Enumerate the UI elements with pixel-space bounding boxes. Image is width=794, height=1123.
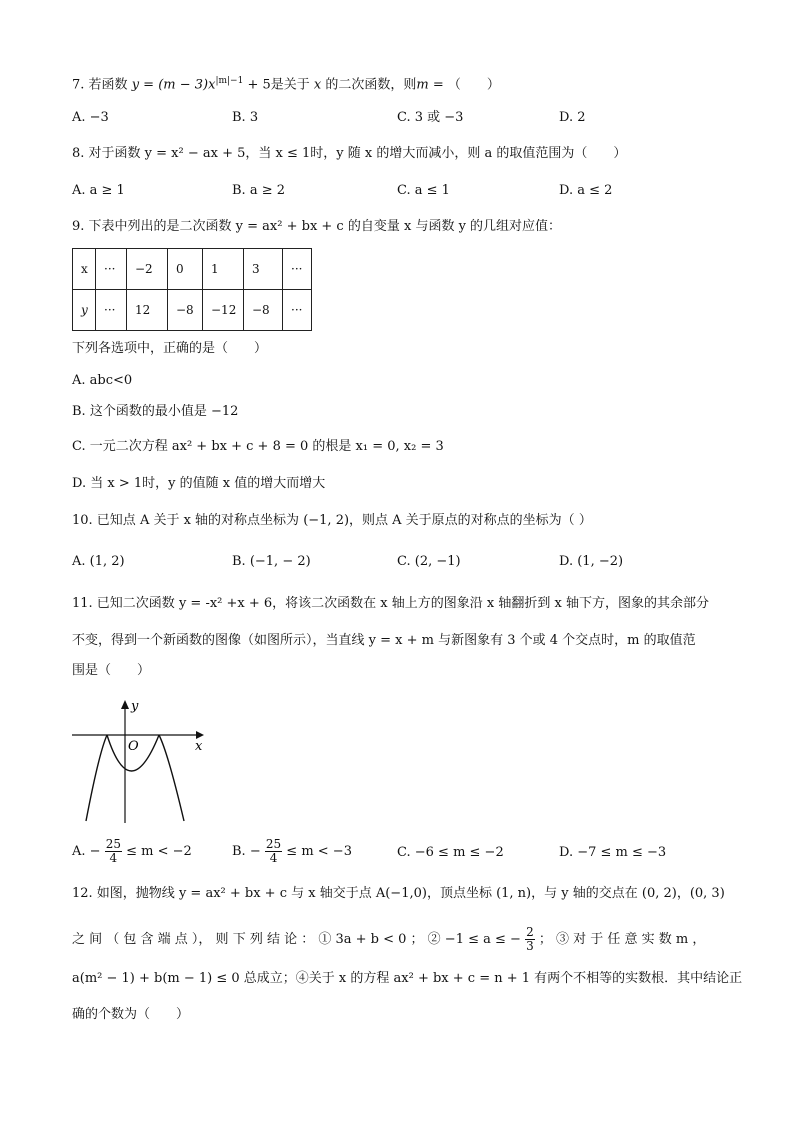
fraction: $\frac{25}{4}$ <box>105 837 121 865</box>
q10-option-a[interactable]: A. (1, 2) <box>72 554 125 569</box>
q9-option-b[interactable]: B. 这个函数的最小值是 −12 <box>72 404 239 419</box>
question-10-options <box>72 551 722 573</box>
q11-option-d[interactable]: D. −7 ≤ m ≤ −3 <box>559 845 667 860</box>
question-8-options <box>72 180 722 202</box>
q11-option-b[interactable]: B. − $\frac{25}{4}$ ≤ m < −3 <box>232 837 352 865</box>
question-12-line-2: 之 间 （ 包 含 端 点 ）， 则 下 列 结 论 ： ① 3a + b < 0 ； ② −1 ≤ a ≤ − $\frac{2}{3}$ ； ③ 对 于 任 意 实 数 m ， <box>72 925 706 953</box>
table-cell: −8 <box>168 290 203 331</box>
table-cell: y <box>73 290 96 331</box>
fraction: $\frac{2}{3}$ <box>526 925 534 953</box>
table-row <box>73 249 312 290</box>
q10-option-b[interactable]: B. (−1, − 2) <box>232 554 311 569</box>
table-cell: −8 <box>244 290 283 331</box>
q8-option-b[interactable]: B. a ≥ 2 <box>232 183 285 198</box>
q10-option-c[interactable]: C. (2, −1) <box>397 554 461 569</box>
fraction: $\frac{25}{4}$ <box>265 837 282 865</box>
q7-option-c[interactable]: C. 3 或 −3 <box>397 110 464 125</box>
q11-option-c[interactable]: C. −6 ≤ m ≤ −2 <box>397 845 504 860</box>
q8-option-d[interactable]: D. a ≤ 2 <box>559 183 613 198</box>
question-8-stem: 8. 对于函数 y = x² − ax + 5，当 x ≤ 1时，y 随 x 的增大而减小，则 a 的取值范围为（ ） <box>72 146 627 161</box>
question-9-stem: 9. 下表中列出的是二次函数 y = ax² + bx + c 的自变量 x 与函数 y 的几组对应值： <box>72 219 562 234</box>
q7-option-d[interactable]: D. 2 <box>559 110 586 125</box>
q11-option-a[interactable]: A. − $\frac{25}{4}$ ≤ m < −2 <box>72 837 192 865</box>
table-row <box>73 290 312 331</box>
q9-option-c[interactable]: C. 一元二次方程 ax² + bx + c + 8 = 0 的根是 x₁ = 0, x₂ = 3 <box>72 439 444 454</box>
table-cell: ··· <box>96 249 127 290</box>
question-12-line-1: 12. 如图，抛物线 y = ax² + bx + c 与 x 轴交于点 A(−1,0)，顶点坐标 (1, n)，与 y 轴的交点在 (0, 2)，(0, 3) <box>72 886 725 901</box>
q8-option-c[interactable]: C. a ≤ 1 <box>397 183 450 198</box>
table-cell: 0 <box>168 249 203 290</box>
question-11-line-2: 不变，得到一个新函数的图像（如图所示），当直线 y = x + m 与新图象有 3 个或 4 个交点时，m 的取值范 <box>72 633 696 648</box>
origin-label: O <box>128 739 139 754</box>
question-12-line-4: 确的个数为（ ） <box>72 1007 190 1022</box>
table-cell: ··· <box>283 249 312 290</box>
q7-option-a[interactable]: A. −3 <box>72 110 109 125</box>
table-cell: x <box>73 249 96 290</box>
x-axis-arrow <box>196 731 204 739</box>
q9-option-a[interactable]: A. abc<0 <box>72 373 133 388</box>
q7-option-b[interactable]: B. 3 <box>232 110 259 125</box>
left-branch <box>86 735 107 821</box>
table-cell: 12 <box>127 290 168 331</box>
table-cell: ··· <box>96 290 127 331</box>
x-axis-label: x <box>195 739 203 754</box>
question-11-line-3: 围是（ ） <box>72 663 151 678</box>
value-table <box>72 248 312 331</box>
question-11-options <box>72 837 722 868</box>
table-cell: −12 <box>203 290 244 331</box>
table-cell: 3 <box>244 249 283 290</box>
question-12-line-3: a(m² − 1) + b(m − 1) ≤ 0 总成立；④关于 x 的方程 ax² + bx + c = n + 1 有两个不相等的实数根．其中结论正 <box>72 971 743 986</box>
question-11-line-1: 11. 已知二次函数 y = -x² +x + 6，将该二次函数在 x 轴上方的图象沿 x 轴翻折到 x 轴下方，图象的其余部分 <box>72 596 709 611</box>
q8-option-a[interactable]: A. a ≥ 1 <box>72 183 125 198</box>
q11-graph <box>68 697 218 827</box>
table-cell: 1 <box>203 249 244 290</box>
y-axis-arrow <box>121 700 129 709</box>
y-axis-label: y <box>131 699 139 714</box>
question-10-stem: 10. 已知点 A 关于 x 轴的对称点坐标为 (−1, 2)，则点 A 关于原点的对称点的坐标为（ ） <box>72 513 592 528</box>
question-9-prompt: 下列各选项中，正确的是（ ） <box>72 341 268 356</box>
question-7-options <box>72 107 722 129</box>
question-7-stem: 7. 若函数 $y = (m - 3)x^{|m|-1} + 5$是关于 x 的二次函数，则m = （ ） <box>72 76 500 93</box>
table-cell: ··· <box>283 290 312 331</box>
q9-option-d[interactable]: D. 当 x > 1时，y 的值随 x 值的增大而增大 <box>72 476 326 491</box>
q10-option-d[interactable]: D. (1, −2) <box>559 554 624 569</box>
table-cell: −2 <box>127 249 168 290</box>
right-branch <box>159 735 184 821</box>
